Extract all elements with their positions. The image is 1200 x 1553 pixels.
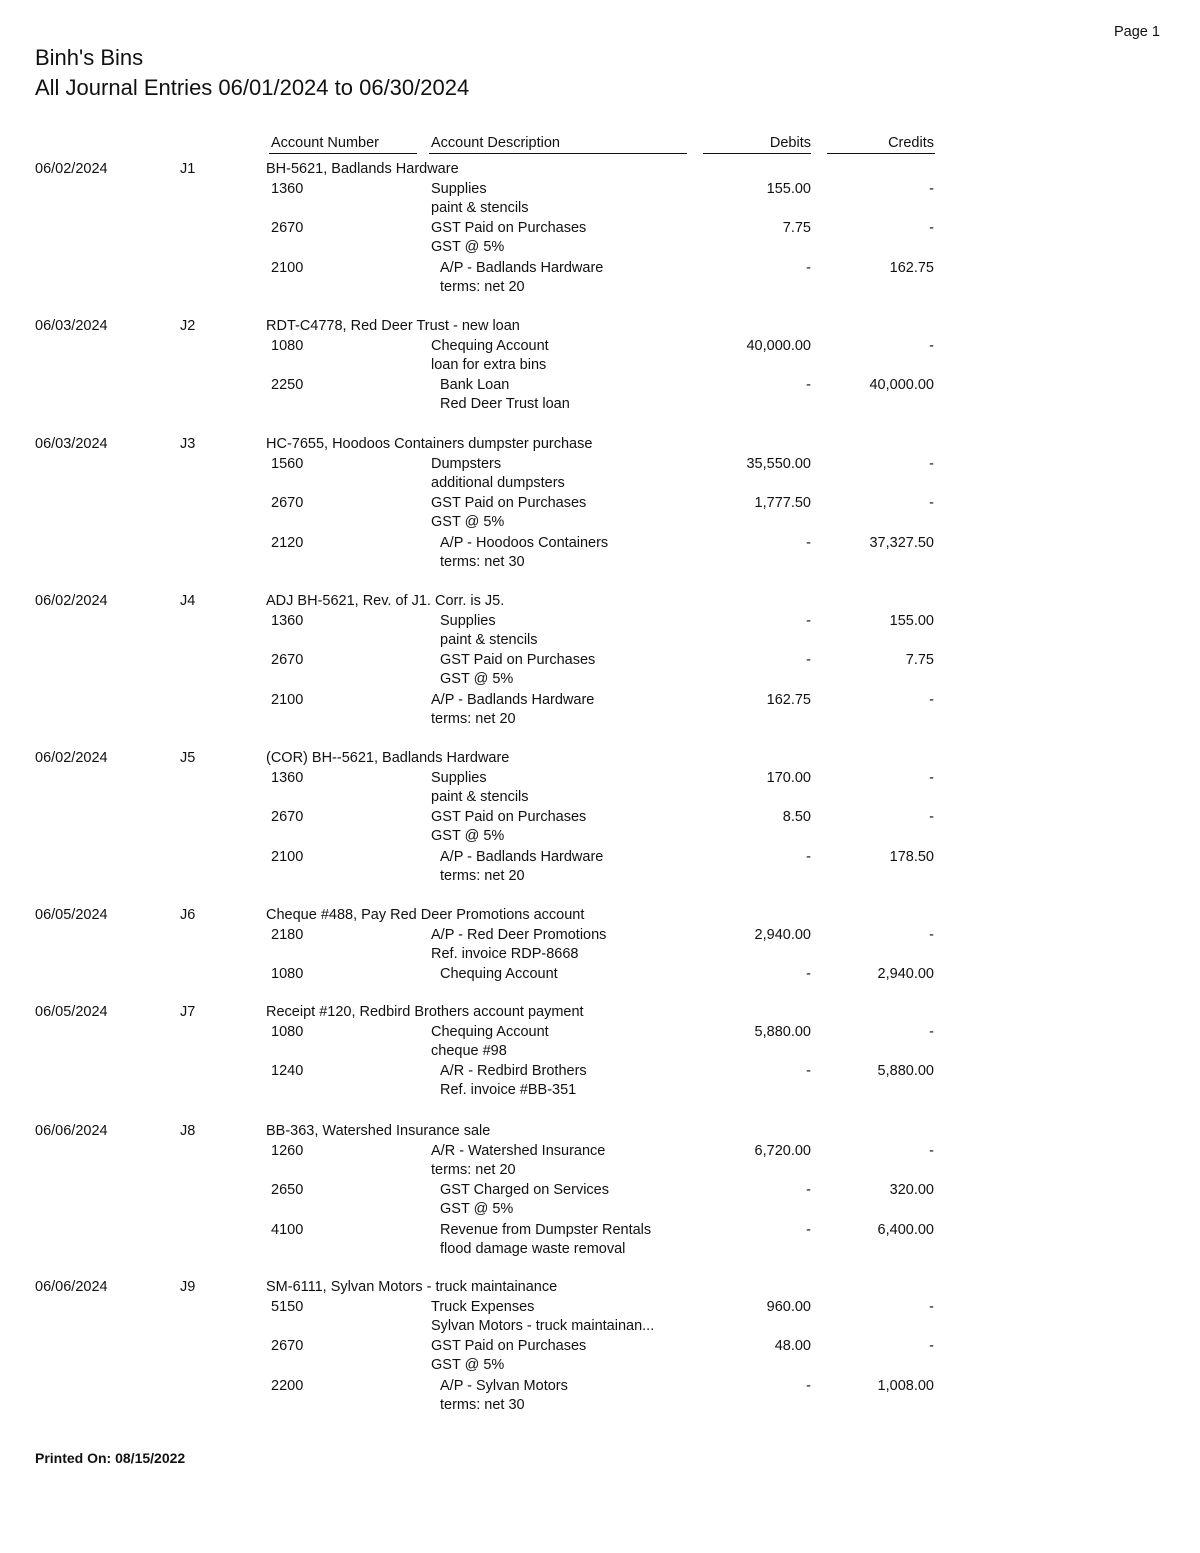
report-title: All Journal Entries 06/01/2024 to 06/30/2024 (35, 75, 470, 100)
credit-amount: 5,880.00 (877, 1063, 934, 1080)
journal-number: J5 (180, 750, 196, 766)
account-description: Supplies (431, 770, 487, 786)
company-name: Binh's Bins (35, 45, 144, 70)
header-rule (429, 153, 687, 154)
account-description: A/P - Sylvan Motors (440, 1377, 568, 1394)
credit-amount: 40,000.00 (869, 377, 934, 394)
account-number: 5150 (271, 1299, 304, 1315)
debit-amount: 162.75 (766, 691, 811, 708)
debit-amount: 960.00 (766, 1299, 811, 1315)
entry-line (0, 1142, 1200, 1182)
account-number: 2670 (271, 220, 304, 237)
entry-line (0, 219, 1200, 259)
debit-amount: - (806, 966, 811, 983)
journal-number: J1 (180, 161, 196, 177)
entry-source: Cheque #488, Pay Red Deer Promotions account (266, 907, 585, 923)
entry-date: 06/06/2024 (35, 1279, 108, 1295)
entry-line (0, 1377, 1200, 1417)
account-description: GST Paid on Purchases (431, 1338, 587, 1355)
line-memo: Ref. invoice RDP-8668 (431, 946, 579, 962)
account-description: GST Paid on Purchases (431, 809, 587, 826)
debit-amount: 35,550.00 (746, 456, 811, 472)
journal-number: J9 (180, 1279, 196, 1295)
line-memo: GST @ 5% (431, 1357, 505, 1374)
entry-date: 06/02/2024 (35, 750, 108, 766)
account-number: 1260 (271, 1143, 304, 1159)
account-description: Truck Expenses (431, 1299, 535, 1315)
account-description: GST Paid on Purchases (431, 495, 587, 512)
account-description: GST Paid on Purchases (431, 220, 587, 237)
credit-amount: - (929, 1143, 934, 1159)
line-memo: flood damage waste removal (440, 1240, 626, 1257)
entry-source: Receipt #120, Redbird Brothers account payment (266, 1004, 584, 1020)
entry-source: (COR) BH--5621, Badlands Hardware (266, 750, 510, 766)
entry-line (0, 612, 1200, 652)
line-memo: cheque #98 (431, 1043, 507, 1059)
header-rule (703, 153, 811, 154)
entry-source: ADJ BH-5621, Rev. of J1. Corr. is J5. (266, 593, 505, 609)
entry-source: RDT-C4778, Red Deer Trust - new loan (266, 318, 520, 334)
entry-source: BH-5621, Badlands Hardware (266, 161, 459, 177)
journal-number: J7 (180, 1004, 196, 1020)
credit-amount: 2,940.00 (877, 966, 934, 983)
debit-amount: - (806, 652, 811, 669)
line-memo: terms: net 20 (431, 710, 516, 727)
account-description: A/P - Badlands Hardware (440, 259, 604, 276)
line-memo: terms: net 20 (431, 1162, 516, 1178)
account-description: A/P - Red Deer Promotions (431, 927, 607, 943)
debit-amount: 170.00 (766, 770, 811, 786)
entry-line (0, 769, 1200, 809)
debit-amount: 48.00 (774, 1338, 811, 1355)
entry-line (0, 337, 1200, 377)
account-description: Chequing Account (440, 966, 558, 983)
col-account-description: Account Description (431, 135, 560, 151)
account-number: 2100 (271, 848, 304, 865)
entry-line (0, 534, 1200, 574)
journal-number: J2 (180, 318, 196, 334)
credit-amount: - (929, 927, 934, 943)
entry-line (0, 691, 1200, 731)
account-number: 1080 (271, 966, 304, 983)
entry-date: 06/03/2024 (35, 436, 108, 452)
account-description: Supplies (440, 613, 496, 629)
col-credits: Credits (888, 135, 934, 151)
entry-line (0, 926, 1200, 966)
account-number: 2670 (271, 809, 304, 826)
account-description: A/R - Watershed Insurance (431, 1143, 606, 1159)
entry-line (0, 1298, 1200, 1338)
journal-number: J3 (180, 436, 196, 452)
account-number: 1560 (271, 456, 304, 472)
debit-amount: - (806, 534, 811, 551)
entry-line (0, 1023, 1200, 1063)
credit-amount: 1,008.00 (877, 1377, 934, 1394)
entry-date: 06/05/2024 (35, 1004, 108, 1020)
account-number: 1360 (271, 181, 304, 197)
col-debits: Debits (769, 135, 811, 151)
account-description: GST Charged on Services (440, 1182, 609, 1199)
line-memo: terms: net 30 (440, 553, 525, 570)
entry-date: 06/02/2024 (35, 161, 108, 177)
credit-amount: - (929, 495, 934, 512)
line-memo: Red Deer Trust loan (440, 396, 570, 413)
line-memo: Ref. invoice #BB-351 (440, 1082, 577, 1099)
entry-source: BB-363, Watershed Insurance sale (266, 1123, 491, 1139)
report-header (35, 43, 469, 103)
account-number: 4100 (271, 1221, 304, 1238)
account-description: Revenue from Dumpster Rentals (440, 1221, 652, 1238)
account-number: 1360 (271, 770, 304, 786)
debit-amount: - (806, 1182, 811, 1199)
credit-amount: 155.00 (889, 613, 934, 629)
journal-number: J8 (180, 1123, 196, 1139)
entry-source: SM-6111, Sylvan Motors - truck maintainance (266, 1279, 558, 1295)
entry-line (0, 1221, 1200, 1261)
credit-amount: - (929, 1338, 934, 1355)
entry-date: 06/02/2024 (35, 593, 108, 609)
line-memo: terms: net 20 (440, 867, 525, 884)
journal-number: J4 (180, 593, 196, 609)
credit-amount: - (929, 181, 934, 197)
account-number: 2650 (271, 1182, 304, 1199)
credit-amount: 320.00 (889, 1182, 934, 1199)
account-description: Supplies (431, 181, 487, 197)
debit-amount: - (806, 1221, 811, 1238)
header-rule (827, 153, 935, 154)
credit-amount: - (929, 809, 934, 826)
entry-line (0, 848, 1200, 888)
line-memo: paint & stencils (440, 632, 538, 648)
account-number: 1080 (271, 338, 304, 354)
credit-amount: - (929, 1299, 934, 1315)
account-description: A/P - Hoodoos Containers (440, 534, 609, 551)
entry-line (0, 376, 1200, 416)
debit-amount: 5,880.00 (754, 1024, 811, 1040)
debit-amount: 2,940.00 (754, 927, 811, 943)
debit-amount: 7.75 (782, 220, 811, 237)
line-memo: paint & stencils (431, 789, 529, 805)
account-number: 2670 (271, 1338, 304, 1355)
credit-amount: - (929, 338, 934, 354)
line-memo: GST @ 5% (431, 828, 505, 845)
debit-amount: 6,720.00 (754, 1143, 811, 1159)
debit-amount: - (806, 613, 811, 629)
account-number: 1240 (271, 1063, 304, 1080)
credit-amount: - (929, 220, 934, 237)
account-description: Chequing Account (431, 338, 549, 354)
entry-source: HC-7655, Hoodoos Containers dumpster purchase (266, 436, 593, 452)
account-description: A/P - Badlands Hardware (431, 691, 595, 708)
entry-line (0, 651, 1200, 691)
account-description: A/R - Redbird Brothers (440, 1063, 587, 1080)
credit-amount: 6,400.00 (877, 1221, 934, 1238)
journal-number: J6 (180, 907, 196, 923)
line-memo: GST @ 5% (431, 239, 505, 256)
line-memo: GST @ 5% (431, 514, 505, 531)
credit-amount: - (929, 1024, 934, 1040)
entry-line (0, 1062, 1200, 1102)
debit-amount: - (806, 377, 811, 394)
page-number: Page 1 (1114, 24, 1160, 40)
account-number: 2100 (271, 691, 304, 708)
account-number: 2200 (271, 1377, 304, 1394)
account-number: 1080 (271, 1024, 304, 1040)
credit-amount: 162.75 (889, 259, 934, 276)
entry-line (0, 808, 1200, 848)
entry-date: 06/06/2024 (35, 1123, 108, 1139)
account-number: 2180 (271, 927, 304, 943)
entry-date: 06/05/2024 (35, 907, 108, 923)
debit-amount: - (806, 1063, 811, 1080)
line-memo: GST @ 5% (440, 671, 514, 688)
account-number: 2670 (271, 652, 304, 669)
debit-amount: - (806, 259, 811, 276)
debit-amount: - (806, 1377, 811, 1394)
debit-amount: 40,000.00 (746, 338, 811, 354)
debit-amount: 8.50 (782, 809, 811, 826)
credit-amount: 37,327.50 (869, 534, 934, 551)
entry-line (0, 180, 1200, 220)
credit-amount: - (929, 691, 934, 708)
account-number: 2120 (271, 534, 304, 551)
col-account-number: Account Number (271, 135, 379, 151)
line-memo: terms: net 30 (440, 1396, 525, 1413)
line-memo: Sylvan Motors - truck maintainan... (431, 1318, 655, 1334)
debit-amount: - (806, 848, 811, 865)
account-description: GST Paid on Purchases (440, 652, 596, 669)
account-number: 2670 (271, 495, 304, 512)
debit-amount: 155.00 (766, 181, 811, 197)
line-memo: loan for extra bins (431, 357, 547, 373)
line-memo: additional dumpsters (431, 475, 565, 491)
credit-amount: 7.75 (905, 652, 934, 669)
account-number: 2100 (271, 259, 304, 276)
line-memo: terms: net 20 (440, 278, 525, 295)
line-memo: GST @ 5% (440, 1201, 514, 1218)
credit-amount: 178.50 (889, 848, 934, 865)
entry-line (0, 259, 1200, 299)
line-memo: paint & stencils (431, 200, 529, 216)
account-description: Dumpsters (431, 456, 502, 472)
account-description: Bank Loan (440, 377, 510, 394)
entry-line (0, 1337, 1200, 1377)
entry-line (0, 455, 1200, 495)
debit-amount: 1,777.50 (754, 495, 811, 512)
account-number: 2250 (271, 377, 304, 394)
account-description: Chequing Account (431, 1024, 549, 1040)
entry-line (0, 1181, 1200, 1221)
header-rule (269, 153, 417, 154)
credit-amount: - (929, 456, 934, 472)
entry-date: 06/03/2024 (35, 318, 108, 334)
entry-line (0, 965, 1200, 1005)
printed-on: Printed On: 08/15/2022 (35, 1450, 186, 1466)
account-description: A/P - Badlands Hardware (440, 848, 604, 865)
credit-amount: - (929, 770, 934, 786)
account-number: 1360 (271, 613, 304, 629)
entry-line (0, 494, 1200, 534)
